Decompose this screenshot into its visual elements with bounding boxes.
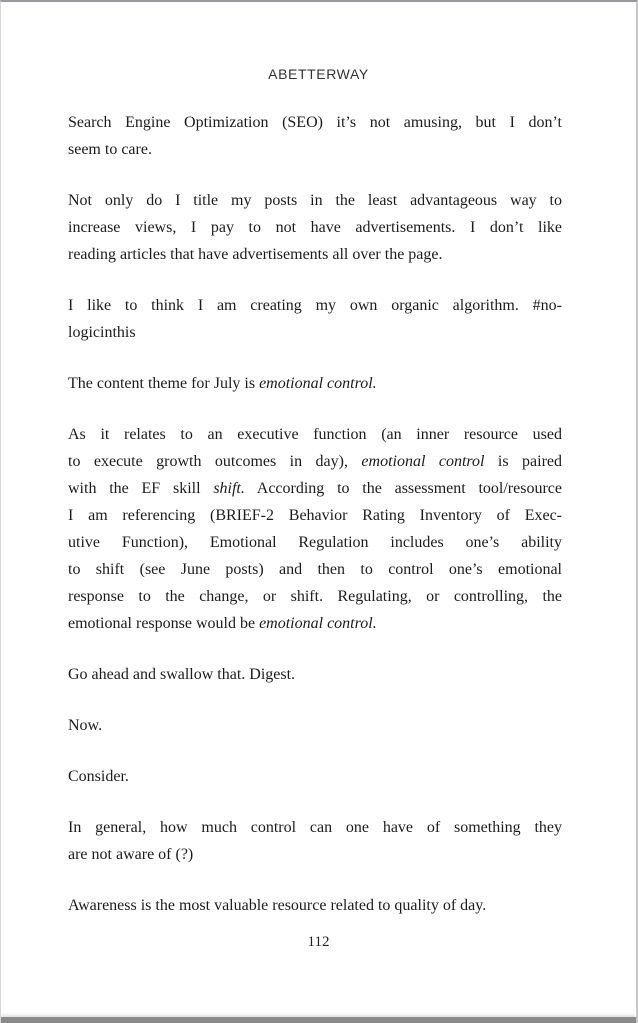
text-line [68, 136, 562, 163]
text-segment: Not only do I title my posts in the least advantageous way to [68, 192, 562, 209]
text-line [68, 370, 562, 397]
text-segment: with the EF skill [68, 480, 214, 497]
italic-text-segment: emotional control. [259, 615, 377, 632]
italic-text-segment: emotional control. [259, 375, 377, 392]
text-line [68, 475, 562, 502]
text-segment: are not aware of (?) [68, 846, 194, 863]
text-segment: Awareness is the most valuable resource related to quality of day. [68, 897, 487, 914]
bottom-edge-bar [1, 1017, 636, 1023]
text-line [68, 214, 562, 241]
text-line [68, 892, 562, 919]
text-line [68, 109, 562, 136]
italic-text-segment: shift. [213, 480, 245, 497]
paragraph [68, 661, 562, 688]
paragraph [68, 292, 562, 346]
text-segment: logicinthis [68, 324, 136, 341]
text-segment: I am referencing (BRIEF-2 Behavior Rating Inventory of Exec- [68, 507, 562, 524]
text-line [68, 841, 562, 868]
text-line [68, 814, 562, 841]
paragraph [68, 370, 562, 397]
text-line [68, 502, 562, 529]
text-segment: Now. [68, 717, 103, 734]
text-segment: emotional response would be [68, 615, 260, 632]
text-segment: The content theme for July is [68, 375, 260, 392]
text-line [68, 319, 562, 346]
text-segment: to execute growth outcomes in day), [68, 453, 362, 470]
running-header: ABETTERWAY [268, 66, 369, 82]
text-line [68, 610, 562, 637]
text-line [68, 292, 562, 319]
text-segment: seem to care. [68, 141, 152, 158]
text-line [68, 448, 562, 475]
text-segment: increase views, I pay to not have advertisements. I don’t like [68, 219, 562, 236]
text-segment: is paired [484, 453, 562, 470]
text-line [68, 763, 562, 790]
text-line [68, 712, 562, 739]
text-segment: response to the change, or shift. Regulating, or controlling, the [68, 588, 562, 605]
text-line [68, 529, 562, 556]
paragraph [68, 814, 562, 868]
paragraph [68, 763, 562, 790]
page-body-text [68, 109, 562, 919]
page-number: 112 [307, 934, 330, 950]
text-segment: Consider. [68, 768, 129, 785]
text-segment: According to the assessment tool/resource [244, 480, 562, 497]
text-line [68, 583, 562, 610]
text-line [68, 556, 562, 583]
italic-text-segment: emotional control [361, 453, 485, 470]
text-line [68, 661, 562, 688]
text-segment: Go ahead and swallow that. Digest. [68, 666, 296, 683]
text-line [68, 187, 562, 214]
text-segment: In general, how much control can one have of something they [68, 819, 562, 836]
text-segment: to shift (see June posts) and then to control one’s emotional [68, 561, 562, 578]
text-segment: Search Engine Optimization (SEO) it’s not amusing, but I don’t [68, 114, 562, 131]
text-segment: I like to think I am creating my own organic algorithm. #no- [68, 297, 562, 314]
paragraph [68, 421, 562, 637]
text-segment: utive Function), Emotional Regulation includes one’s ability [68, 534, 562, 551]
text-line [68, 241, 562, 268]
paragraph [68, 892, 562, 919]
text-segment: reading articles that have advertisements all over the page. [68, 246, 443, 263]
paragraph [68, 109, 562, 163]
text-line [68, 421, 562, 448]
paragraph [68, 712, 562, 739]
text-segment: As it relates to an executive function (an inner resource used [68, 426, 562, 443]
paragraph [68, 187, 562, 268]
